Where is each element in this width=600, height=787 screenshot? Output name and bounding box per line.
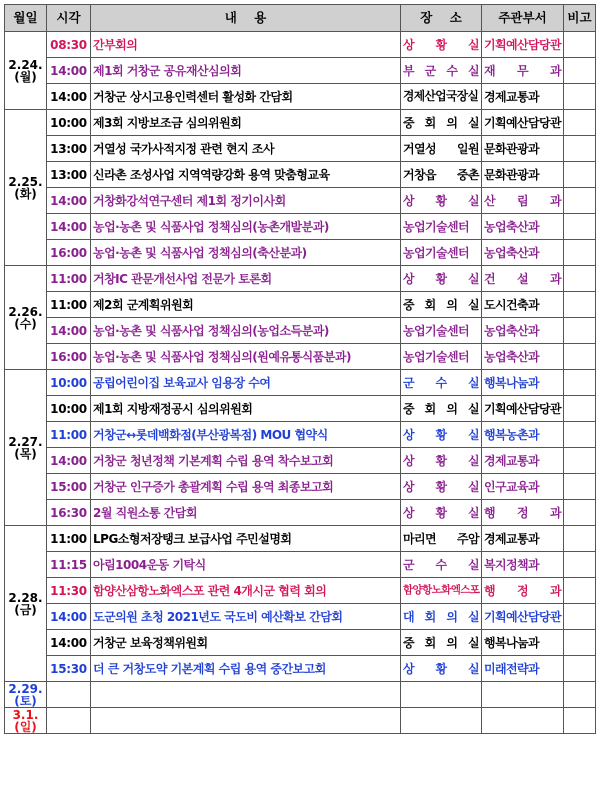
event-title: 농업·농촌 및 식품사업 정책심의(원예유통식품분과) [91,344,401,370]
event-title: 제2회 군계획위원회 [91,292,401,318]
event-title: 아림1004운동 기탁식 [91,552,401,578]
schedule-row [5,344,596,370]
event-dept [482,682,564,708]
event-note [564,578,596,604]
event-place: 상 황 실 [401,422,482,448]
event-dept: 건 설 과 [482,266,564,292]
event-dept: 인구교육과 [482,474,564,500]
event-note [564,214,596,240]
schedule-row [5,32,596,58]
event-title: 공립어린이집 보육교사 임용장 수여 [91,370,401,396]
date-label: 2.29. [8,681,43,696]
empty-day-row [5,708,596,734]
event-note [564,370,596,396]
event-place [401,708,482,734]
schedule-row [5,578,596,604]
event-place: 상 황 실 [401,500,482,526]
weekday-label: (화) [14,186,37,201]
event-place: 부 군 수 실 [401,58,482,84]
event-time: 10:00 [47,110,91,136]
date-label: 2.25. [8,174,43,189]
date-cell [5,110,47,266]
event-title: 농업·농촌 및 식품사업 정책심의(농촌개발분과) [91,214,401,240]
event-time: 11:15 [47,552,91,578]
event-title: 제3회 지방보조금 심의위원회 [91,110,401,136]
schedule-row [5,630,596,656]
weekly-schedule-table [4,4,596,734]
event-place: 상 황 실 [401,448,482,474]
event-dept: 기획예산담당관 [482,110,564,136]
event-title: 거창IC 관문개선사업 전문가 토론회 [91,266,401,292]
event-note [564,318,596,344]
event-title: 농업·농촌 및 식품사업 정책심의(농업소득분과) [91,318,401,344]
schedule-row [5,448,596,474]
schedule-row [5,240,596,266]
date-label: 2.24. [8,57,43,72]
event-title: 거창군↔롯데백화점(부산광복점) MOU 협약식 [91,422,401,448]
event-time: 11:00 [47,422,91,448]
event-place: 군 수 실 [401,370,482,396]
event-note [564,110,596,136]
date-cell [5,32,47,110]
event-note [564,58,596,84]
event-place: 함양항노화엑스포 [401,578,482,604]
event-dept: 문화관광과 [482,162,564,188]
event-note [564,682,596,708]
event-place: 대 회 의 실 [401,604,482,630]
schedule-row [5,266,596,292]
event-note [564,630,596,656]
weekday-label: (금) [14,602,37,617]
event-dept: 행복나눔과 [482,630,564,656]
event-place: 상 황 실 [401,474,482,500]
event-time: 16:30 [47,500,91,526]
event-time: 13:00 [47,162,91,188]
event-title: 제1회 지방재정공시 심의위원회 [91,396,401,422]
event-dept: 산 림 과 [482,188,564,214]
event-time [47,708,91,734]
header-row [5,5,596,32]
header-place: 장 소 [401,5,482,32]
schedule-row [5,604,596,630]
event-title: 도군의원 초청 2021년도 국도비 예산확보 간담회 [91,604,401,630]
event-title: 신라촌 조성사업 지역역량강화 용역 맞춤형교육 [91,162,401,188]
event-place: 거열성 일원 [401,136,482,162]
date-cell [5,682,47,708]
schedule-row [5,84,596,110]
event-title: 함양산삼항노화엑스포 관련 4개시군 협력 회의 [91,578,401,604]
event-time: 16:00 [47,344,91,370]
event-title: 농업·농촌 및 식품사업 정책심의(축산분과) [91,240,401,266]
schedule-row [5,500,596,526]
event-title: 2월 직원소통 간담회 [91,500,401,526]
event-time: 14:00 [47,448,91,474]
event-time: 14:00 [47,84,91,110]
event-place: 중 회 의 실 [401,630,482,656]
event-place: 상 황 실 [401,188,482,214]
event-place: 중 회 의 실 [401,396,482,422]
event-place: 상 황 실 [401,656,482,682]
event-dept: 행 정 과 [482,500,564,526]
event-time: 16:00 [47,240,91,266]
event-title: 거창군 인구증가 총괄계획 수립 용역 최종보고회 [91,474,401,500]
event-place [401,682,482,708]
event-dept [482,708,564,734]
schedule-row [5,110,596,136]
event-time: 10:00 [47,396,91,422]
event-dept: 경제교통과 [482,84,564,110]
header-content: 내 용 [91,5,401,32]
weekday-label: (수) [14,316,37,331]
event-title: LPG소형저장탱크 보급사업 주민설명회 [91,526,401,552]
event-time: 15:00 [47,474,91,500]
date-label: 2.27. [8,434,43,449]
event-dept: 복지정책과 [482,552,564,578]
event-note [564,84,596,110]
schedule-row [5,422,596,448]
weekday-label: (목) [14,446,37,461]
event-time: 14:00 [47,630,91,656]
event-note [564,422,596,448]
event-title: 제1회 거창군 공유재산심의회 [91,58,401,84]
event-dept: 미래전략과 [482,656,564,682]
event-dept: 농업축산과 [482,240,564,266]
schedule-body [5,32,596,734]
event-time: 08:30 [47,32,91,58]
event-dept: 도시건축과 [482,292,564,318]
event-time: 14:00 [47,188,91,214]
event-time [47,682,91,708]
event-time: 10:00 [47,370,91,396]
date-cell [5,266,47,370]
event-place: 농업기술센터 [401,240,482,266]
empty-day-row [5,682,596,708]
event-place: 농업기술센터 [401,318,482,344]
header-dept: 주관부서 [482,5,564,32]
schedule-row [5,318,596,344]
event-time: 14:00 [47,214,91,240]
event-time: 14:00 [47,58,91,84]
event-note [564,396,596,422]
schedule-row [5,162,596,188]
date-cell [5,370,47,526]
event-time: 11:00 [47,292,91,318]
event-place: 중 회 의 실 [401,110,482,136]
event-place: 농업기술센터 [401,344,482,370]
date-cell [5,526,47,682]
event-title [91,682,401,708]
event-time: 15:30 [47,656,91,682]
event-dept: 기획예산담당관 [482,396,564,422]
event-place: 마리면 주암 [401,526,482,552]
schedule-row [5,136,596,162]
event-time: 11:30 [47,578,91,604]
weekday-label: (토) [14,693,37,708]
event-note [564,500,596,526]
event-note [564,292,596,318]
weekday-label: (월) [14,69,37,84]
event-title: 거창군 보육정책위원회 [91,630,401,656]
event-title [91,708,401,734]
event-time: 14:00 [47,604,91,630]
event-place: 거창읍 중촌 [401,162,482,188]
event-place: 경제산업국장실 [401,84,482,110]
event-dept: 기획예산담당관 [482,32,564,58]
schedule-row [5,526,596,552]
header-note: 비고 [564,5,596,32]
event-note [564,266,596,292]
event-dept: 경제교통과 [482,448,564,474]
date-cell [5,708,47,734]
event-note [564,474,596,500]
schedule-row [5,214,596,240]
schedule-row [5,396,596,422]
schedule-row [5,58,596,84]
event-time: 11:00 [47,526,91,552]
event-title: 간부회의 [91,32,401,58]
event-time: 14:00 [47,318,91,344]
event-note [564,188,596,214]
event-dept: 농업축산과 [482,318,564,344]
event-time: 13:00 [47,136,91,162]
event-note [564,136,596,162]
event-note [564,448,596,474]
date-label: 2.28. [8,590,43,605]
event-note [564,240,596,266]
event-title: 거창군 상시고용인력센터 활성화 간담회 [91,84,401,110]
event-dept: 재 무 과 [482,58,564,84]
event-title: 거열성 국가사적지정 관련 현지 조사 [91,136,401,162]
event-note [564,526,596,552]
event-dept: 농업축산과 [482,214,564,240]
event-dept: 행복나눔과 [482,370,564,396]
event-title: 거창화강석연구센터 제1회 정기이사회 [91,188,401,214]
schedule-row [5,292,596,318]
event-note [564,604,596,630]
event-note [564,708,596,734]
event-dept: 경제교통과 [482,526,564,552]
weekday-label: (일) [14,719,37,734]
schedule-row [5,656,596,682]
schedule-row [5,370,596,396]
schedule-row [5,474,596,500]
event-place: 중 회 의 실 [401,292,482,318]
event-note [564,552,596,578]
header-time: 시각 [47,5,91,32]
event-time: 11:00 [47,266,91,292]
event-note [564,656,596,682]
event-note [564,344,596,370]
date-label: 2.26. [8,304,43,319]
event-dept: 농업축산과 [482,344,564,370]
date-label: 3.1. [12,707,39,722]
event-place: 상 황 실 [401,32,482,58]
header-date: 월일 [5,5,47,32]
event-place: 농업기술센터 [401,214,482,240]
event-place: 상 황 실 [401,266,482,292]
event-title: 거창군 청년정책 기본계획 수립 용역 착수보고회 [91,448,401,474]
event-place: 군 수 실 [401,552,482,578]
event-dept: 문화관광과 [482,136,564,162]
event-dept: 기획예산담당관 [482,604,564,630]
schedule-row [5,552,596,578]
event-title: 더 큰 거창도약 기본계획 수립 용역 중간보고회 [91,656,401,682]
event-dept: 행복농촌과 [482,422,564,448]
schedule-document [4,4,596,734]
event-note [564,162,596,188]
event-note [564,32,596,58]
event-dept: 행 정 과 [482,578,564,604]
schedule-row [5,188,596,214]
